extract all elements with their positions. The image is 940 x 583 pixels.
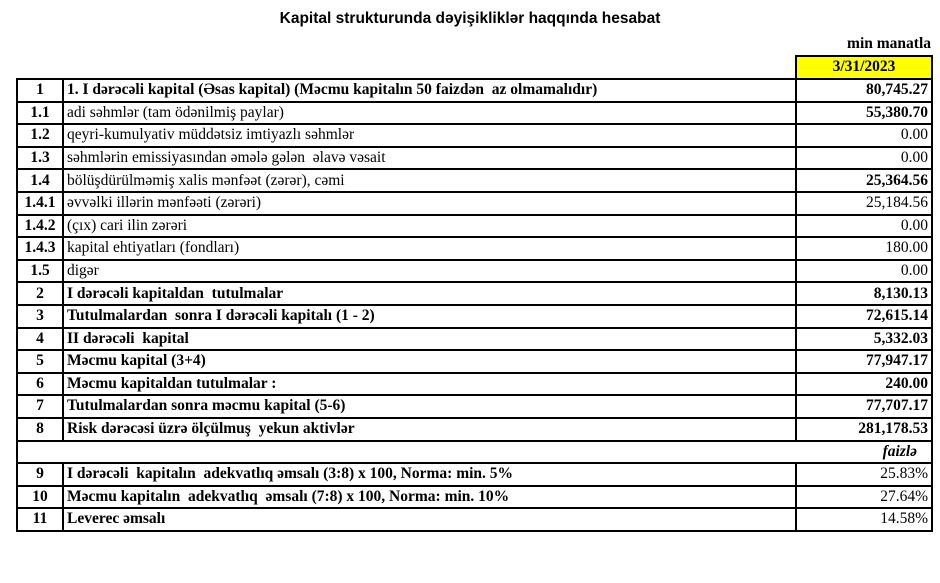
row-label-cell: Məcmu kapital (3+4) <box>63 350 796 373</box>
row-label-cell: 1. I dərəcəli kapital (Əsas kapital) (Məcmu kapitalın 50 faizdən az olmamalıdır) <box>63 79 796 102</box>
date-header-row <box>17 56 932 79</box>
row-label-cell: Məcmu kapitaldan tutulmalar : <box>63 373 796 396</box>
row-number-cell: 1 <box>17 79 63 102</box>
row-number-cell: 1.4.2 <box>17 215 63 238</box>
row-value-cell: 77,707.17 <box>796 395 932 418</box>
row-number-cell: 9 <box>17 463 63 486</box>
row-value-cell: 8,130.13 <box>796 282 932 305</box>
table-row <box>17 237 932 260</box>
row-number-cell: 1.4.1 <box>17 192 63 215</box>
row-number-cell: 1.4 <box>17 169 63 192</box>
row-label-cell: bölüşdürülməmiş xalis mənfəət (zərər), cəmi <box>63 169 796 192</box>
table-row <box>17 395 932 418</box>
table-row <box>17 373 932 396</box>
table-row <box>17 169 932 192</box>
row-number-cell: 1.2 <box>17 124 63 147</box>
table-row <box>17 350 932 373</box>
row-number-cell: 11 <box>17 508 63 531</box>
row-value-cell: 80,745.27 <box>796 79 932 102</box>
row-value-cell: 25,364.56 <box>796 169 932 192</box>
row-label-cell: digər <box>63 260 796 283</box>
table-row <box>17 486 932 509</box>
row-value-cell: 180.00 <box>796 237 932 260</box>
row-number-cell: 6 <box>17 373 63 396</box>
row-value-cell: 25,184.56 <box>796 192 932 215</box>
row-value-cell: 14.58% <box>796 508 932 531</box>
row-number-cell: 8 <box>17 418 63 441</box>
row-number-cell: 4 <box>17 328 63 351</box>
row-number-cell: 1.1 <box>17 102 63 125</box>
row-label-cell: kapital ehtiyatları (fondları) <box>63 237 796 260</box>
row-number-cell: 3 <box>17 305 63 328</box>
row-label-cell: (çıx) cari ilin zərəri <box>63 215 796 238</box>
row-label-cell: I dərəcəli kapitalın adekvatlıq əmsalı (3:8) x 100, Norma: min. 5% <box>63 463 796 486</box>
row-number-cell: 10 <box>17 486 63 509</box>
row-value-cell: 77,947.17 <box>796 350 932 373</box>
unit-label: min manatla <box>847 35 931 52</box>
table-row <box>17 463 932 486</box>
report-title: Kapital strukturunda dəyişikliklər haqqında hesabat <box>279 10 661 27</box>
percent-unit-row <box>17 441 932 464</box>
row-value-cell: 240.00 <box>796 373 932 396</box>
table-row <box>17 102 932 125</box>
row-label-cell: səhmlərin emissiyasından əmələ gələn əlavə vəsait <box>63 147 796 170</box>
row-label-cell: Risk dərəcəsi üzrə ölçülmuş yekun aktivlər <box>63 418 796 441</box>
table-row <box>17 147 932 170</box>
row-number-cell: 1.3 <box>17 147 63 170</box>
row-label-cell: əvvəlki illərin mənfəəti (zərəri) <box>63 192 796 215</box>
row-label-cell: Tutulmalardan sonra I dərəcəli kapitalı (1 - 2) <box>63 305 796 328</box>
row-number-cell: 5 <box>17 350 63 373</box>
table-row <box>17 328 932 351</box>
table-row <box>17 79 932 102</box>
table-row <box>17 124 932 147</box>
table-row <box>17 508 932 531</box>
row-value-cell: 5,332.03 <box>796 328 932 351</box>
row-label-cell: adi səhmlər (tam ödənilmiş paylar) <box>63 102 796 125</box>
row-value-cell: 0.00 <box>796 215 932 238</box>
percent-unit-cell: faizlə <box>17 441 932 464</box>
row-number-cell: 1.4.3 <box>17 237 63 260</box>
table-row <box>17 305 932 328</box>
row-value-cell: 25.83% <box>796 463 932 486</box>
table-row <box>17 215 932 238</box>
row-label-cell: Tutulmalardan sonra məcmu kapital (5-6) <box>63 395 796 418</box>
row-label-cell: Leverec əmsalı <box>63 508 796 531</box>
row-value-cell: 55,380.70 <box>796 102 932 125</box>
row-value-cell: 0.00 <box>796 124 932 147</box>
row-label-cell: qeyri-kumulyativ müddətsiz imtiyazlı səhmlər <box>63 124 796 147</box>
table-row <box>17 418 932 441</box>
table-row <box>17 192 932 215</box>
row-value-cell: 27.64% <box>796 486 932 509</box>
capital-structure-table <box>16 55 933 532</box>
row-label-cell: I dərəcəli kapitaldan tutulmalar <box>63 282 796 305</box>
row-number-cell: 2 <box>17 282 63 305</box>
capital-table-body <box>17 56 932 531</box>
row-value-cell: 0.00 <box>796 147 932 170</box>
row-number-cell: 7 <box>17 395 63 418</box>
row-label-cell: II dərəcəli kapital <box>63 328 796 351</box>
row-label-cell: Məcmu kapitalın adekvatlıq əmsalı (7:8) x 100, Norma: min. 10% <box>63 486 796 509</box>
date-header-spacer <box>17 56 796 79</box>
row-value-cell: 0.00 <box>796 260 932 283</box>
table-row <box>17 260 932 283</box>
date-header-cell: 3/31/2023 <box>796 56 932 79</box>
row-number-cell: 1.5 <box>17 260 63 283</box>
table-row <box>17 282 932 305</box>
row-value-cell: 281,178.53 <box>796 418 932 441</box>
row-value-cell: 72,615.14 <box>796 305 932 328</box>
